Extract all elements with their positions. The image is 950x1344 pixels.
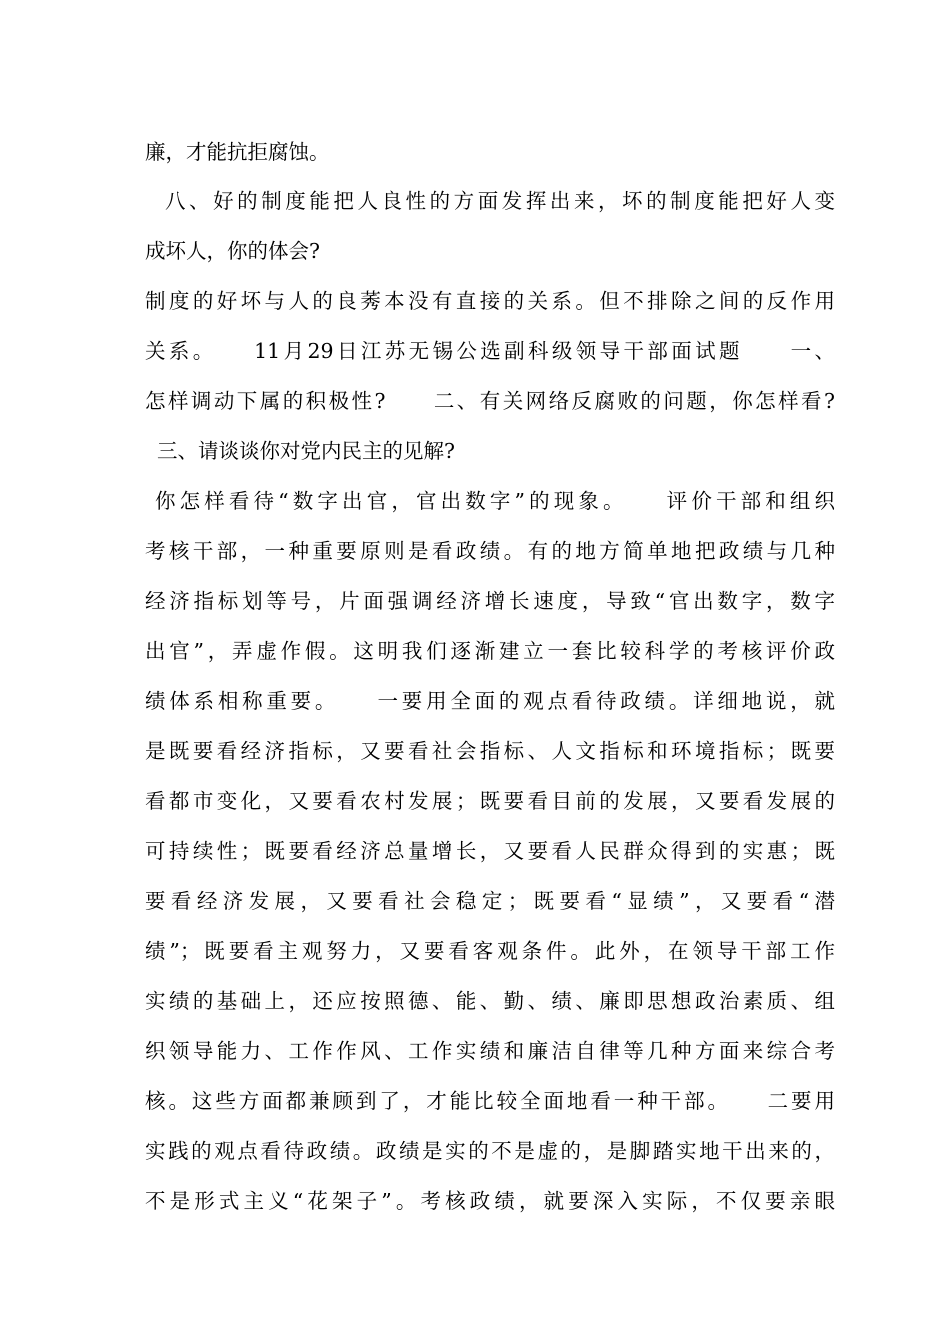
text-line: 看都市变化，又要看农村发展；既要看目前的发展，又要看发展的 xyxy=(145,789,835,813)
text-line: 可持续性；既要看经济总量增长，又要看人民群众得到的实惠；既 xyxy=(145,839,835,863)
text-line: 是既要看经济指标，又要看社会指标、人文指标和环境指标；既要 xyxy=(145,739,835,763)
text-line: 出官”，弄虚作假。这明我们逐渐建立一套比较科学的考核评价政 xyxy=(145,639,835,663)
text-line: 三、请谈谈你对党内民主的见解? xyxy=(157,439,455,463)
text-line: 制度的好坏与人的良莠本没有直接的关系。但不排除之间的反作用 xyxy=(145,289,835,313)
text-line: 经济指标划等号，片面强调经济增长速度，导致“官出数字，数字 xyxy=(145,589,835,613)
text-line: 不是形式主义“花架子”。考核政绩，就要深入实际，不仅要亲眼 xyxy=(145,1189,835,1213)
text-line: 实践的观点看待政绩。政绩是实的不是虚的，是脚踏实地干出来的， xyxy=(145,1139,835,1163)
text-line: 八、好的制度能把人良性的方面发挥出来，坏的制度能把好人变 xyxy=(165,189,835,213)
text-line: 关系。 11月29日江苏无锡公选副科级领导干部面试题 一、 xyxy=(145,339,835,363)
text-line: 绩体系相称重要。 一要用全面的观点看待政绩。详细地说，就 xyxy=(145,689,835,713)
text-line: 核。这些方面都兼顾到了，才能比较全面地看一种干部。 二要用 xyxy=(145,1089,835,1113)
text-line: 要看经济发展，又要看社会稳定；既要看“显绩”，又要看“潜 xyxy=(145,889,835,913)
text-line: 你怎样看待“数字出官，官出数字”的现象。 评价干部和组织 xyxy=(155,489,835,513)
text-line: 怎样调动下属的积极性? 二、有关网络反腐败的问题，你怎样看? xyxy=(145,389,835,413)
text-line: 绩”；既要看主观努力，又要看客观条件。此外，在领导干部工作 xyxy=(145,939,835,963)
text-line: 织领导能力、工作作风、工作实绩和廉洁自律等几种方面来综合考 xyxy=(145,1039,835,1063)
text-line: 成坏人，你的体会? xyxy=(145,239,320,263)
text-line: 实绩的基础上，还应按照德、能、勤、绩、廉即思想政治素质、组 xyxy=(145,989,835,1013)
text-line: 考核干部，一种重要原则是看政绩。有的地方简单地把政绩与几种 xyxy=(145,539,835,563)
text-line: 廉，才能抗拒腐蚀。 xyxy=(145,140,330,164)
